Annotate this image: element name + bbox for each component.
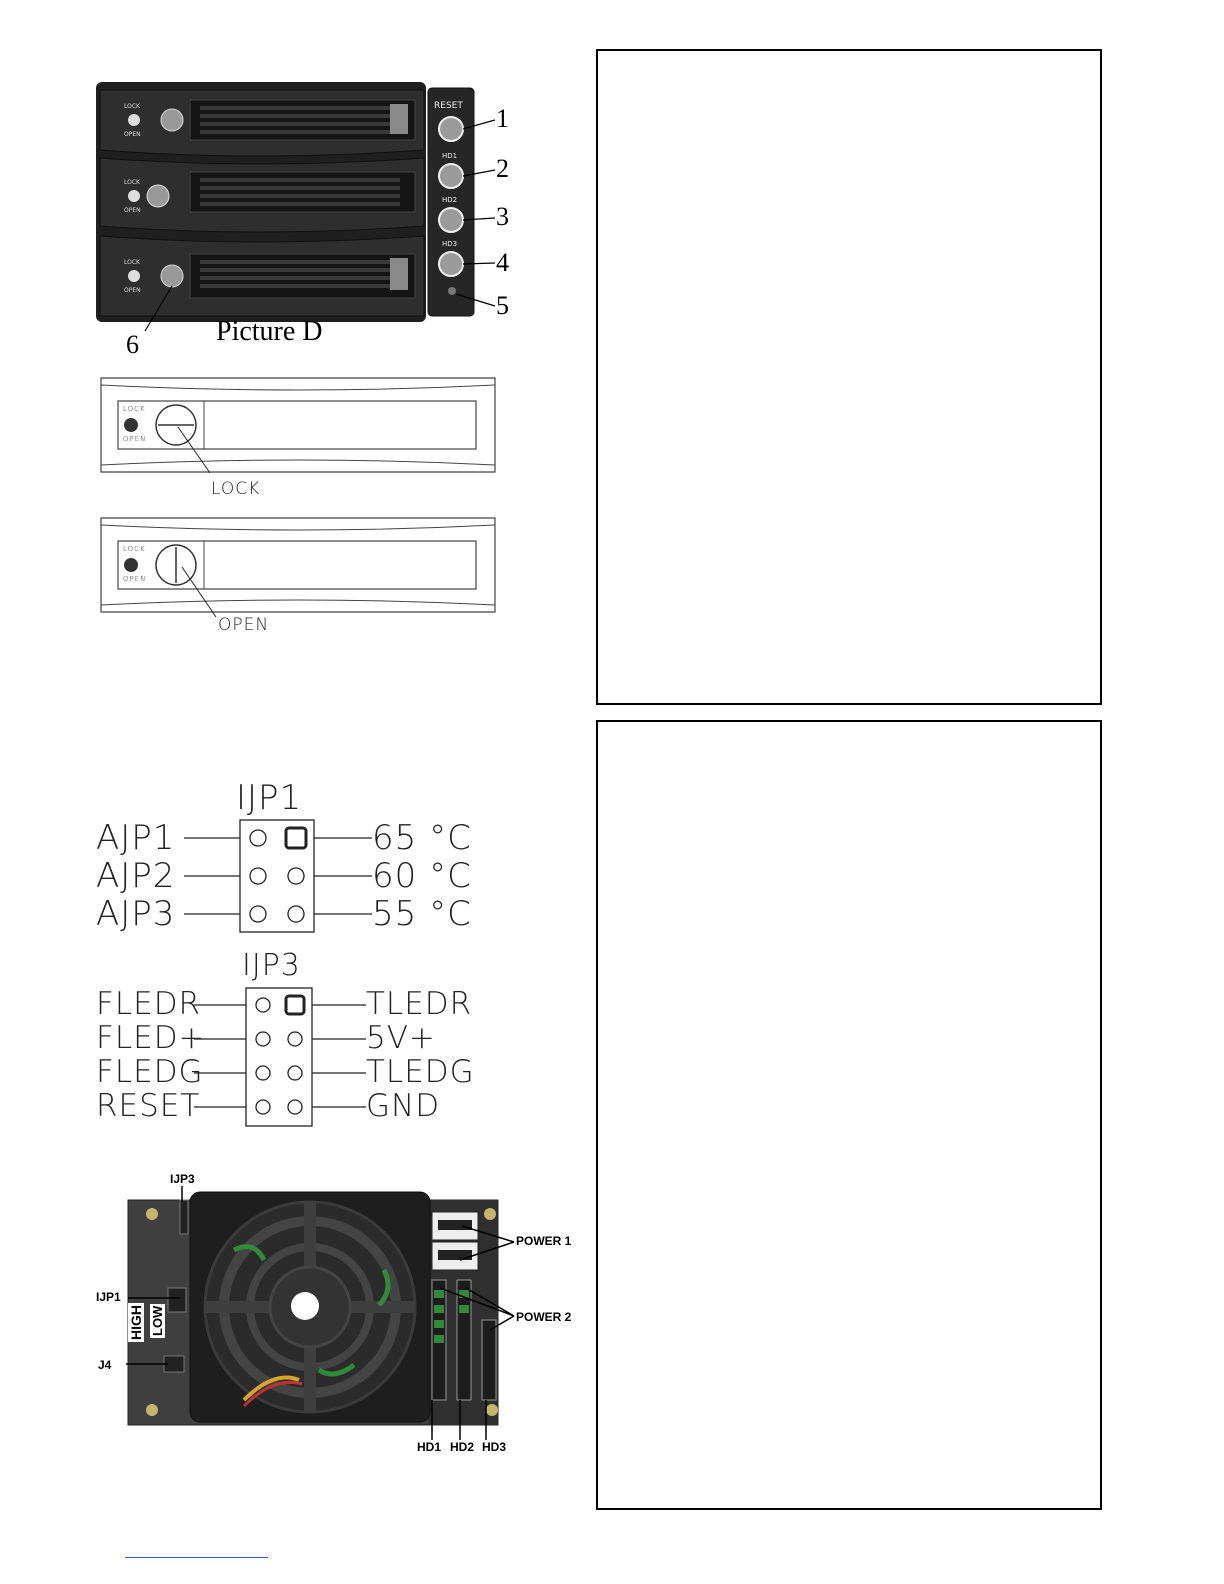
callout-3: 3 (496, 202, 509, 231)
ijp3-left-1: FLEDR (96, 986, 202, 1022)
svg-text:HD2: HD2 (442, 196, 458, 204)
svg-text:HD3: HD3 (442, 240, 458, 248)
svg-text:LOCK: LOCK (124, 259, 140, 266)
drive-tray-3 (100, 236, 424, 316)
svg-text:OPEN: OPEN (124, 287, 141, 294)
open-label: OPEN (218, 615, 270, 635)
ijp3-right-2: 5V+ (366, 1020, 436, 1056)
ijp3-left-3: FLEDG (96, 1054, 204, 1090)
front-panel-figure (90, 76, 530, 366)
callout-2: 2 (496, 154, 509, 183)
ijp1-diagram (96, 778, 476, 938)
hd3-button (439, 252, 463, 276)
board-label-power2: POWER 2 (516, 1310, 572, 1324)
svg-text:LOCK: LOCK (124, 179, 140, 186)
ijp3-right-3: TLEDG (366, 1054, 475, 1090)
reset-button-label: RESET (434, 101, 463, 111)
ijp3-right-4: GND (366, 1088, 441, 1124)
ijp1-right-1: 65 °C (372, 818, 472, 858)
board-label-ijp1: IJP1 (96, 1290, 121, 1304)
text-box-top (596, 49, 1102, 705)
drive-tray-1 (100, 90, 424, 156)
ijp3-right-1: TLEDR (366, 986, 473, 1022)
fan-hub-hole (291, 1292, 319, 1320)
backplane-illustration (94, 1170, 584, 1460)
board-label-hd3: HD3 (482, 1440, 507, 1454)
ijp3-diagram (96, 948, 476, 1130)
board-label-low: LOW (150, 1305, 165, 1336)
tray-tiny-open-label: OPEN (123, 435, 147, 443)
figure-caption: Picture D (216, 316, 323, 347)
lock-label: LOCK (211, 479, 261, 499)
backplane-figure (94, 1170, 584, 1460)
ijp1-title: IJP1 (236, 778, 303, 818)
board-label-ijp3: IJP3 (170, 1172, 195, 1186)
board-label-hd1: HD1 (417, 1440, 442, 1454)
tray-open-diagram (100, 517, 496, 642)
drive-tray-2 (100, 158, 424, 232)
tray-tiny-open-label-2: OPEN (123, 575, 147, 583)
hd1-button (439, 164, 463, 188)
footer-rule (125, 1557, 268, 1558)
board-label-j4: J4 (98, 1358, 112, 1372)
reset-button (439, 117, 463, 141)
callout-6: 6 (126, 330, 139, 359)
board-label-power1: POWER 1 (516, 1234, 572, 1248)
ijp1-right-3: 55 °C (372, 894, 472, 934)
ijp3-title: IJP3 (242, 948, 301, 983)
callout-4: 4 (496, 248, 509, 277)
tray-tiny-lock-label: LOCK (123, 405, 146, 413)
board-label-high: HIGH (128, 1305, 144, 1340)
svg-text:OPEN: OPEN (124, 207, 141, 214)
svg-text:HD1: HD1 (442, 152, 458, 160)
tray-lock-diagram (100, 377, 496, 502)
svg-text:LOCK: LOCK (124, 103, 140, 110)
ijp1-left-3: AJP3 (96, 894, 176, 934)
ijp1-right-2: 60 °C (372, 856, 472, 896)
callout-1: 1 (496, 104, 509, 133)
led-indicator (448, 287, 456, 295)
text-box-bottom (596, 720, 1102, 1510)
ijp1-left-2: AJP2 (96, 856, 176, 896)
svg-text:OPEN: OPEN (124, 131, 141, 138)
lock-pointer-line (160, 425, 280, 485)
ijp3-left-2: FLED+ (96, 1020, 206, 1056)
tray-tiny-lock-label-2: LOCK (123, 545, 146, 553)
ijp1-left-1: AJP1 (96, 818, 176, 858)
board-label-hd2: HD2 (450, 1440, 475, 1454)
hd2-button (439, 208, 463, 232)
callout-5: 5 (496, 291, 509, 320)
ijp3-left-4: RESET (96, 1088, 201, 1124)
